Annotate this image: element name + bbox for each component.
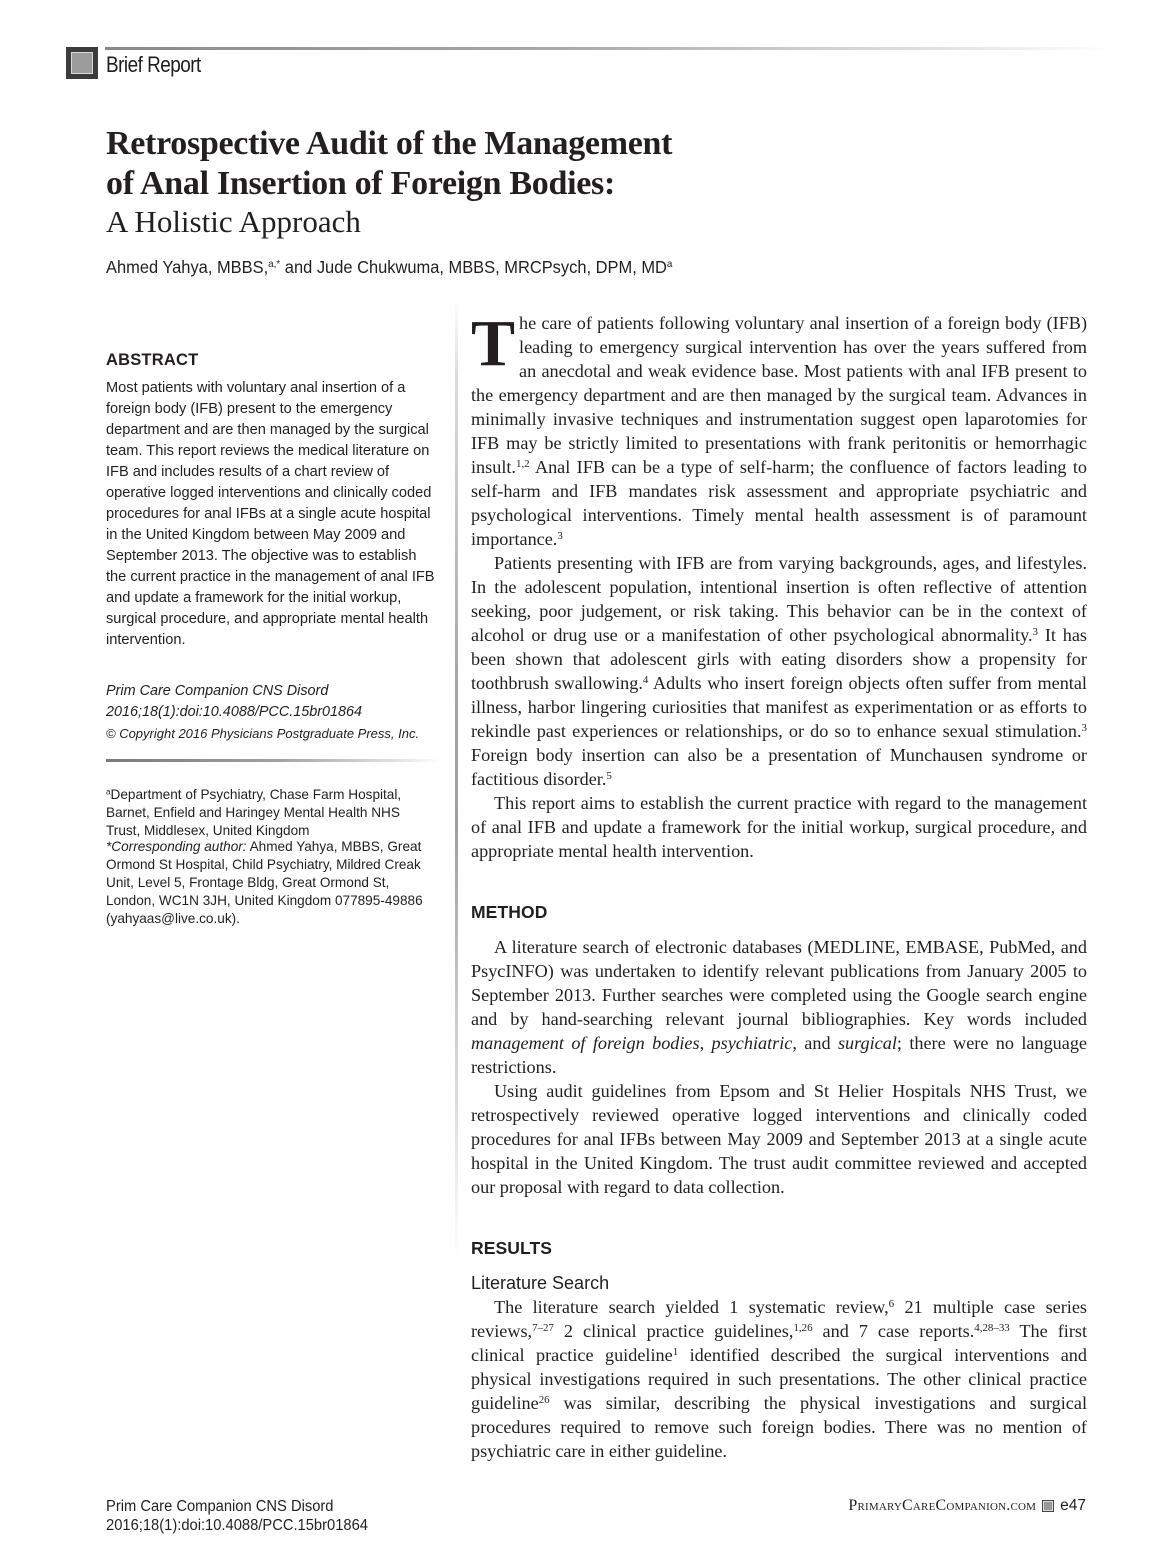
literature-search-subheading: Literature Search bbox=[471, 1273, 610, 1293]
reference-marker: 3 bbox=[1032, 626, 1038, 638]
author-connector: and bbox=[280, 257, 317, 277]
copyright-notice: © Copyright 2016 Physicians Postgraduate Press, Inc. bbox=[106, 726, 420, 741]
results-paragraph-1: The literature search yielded 1 systematic review,$^6$ 21 multiple case series reviews,$^{7-27}$ 2 clinical practice guidelines,$^{1,26}$ and 7 case reports.$^{4,28-33}$ The first clinical practice guideline$^1$ identified described the surgical interventions and physical investigations required in such presentations. The other clinical practice guideline$^{26}$ was similar, describing the physical investigations and surgical procedures required to remove such foreign bodies. There was no mention of psychiatric care in either guideline. bbox=[471, 1297, 1088, 1461]
citation-doi: 2016;18(1):doi:10.4088/PCC.15br01864 bbox=[106, 704, 363, 720]
author-2-affiliation: a bbox=[666, 258, 673, 271]
section-label: Brief Report bbox=[106, 52, 201, 77]
author-1-affiliation: a,* bbox=[268, 258, 281, 271]
intro-paragraph-1: The care of patients following voluntary anal insertion of a foreign body (IFB) leading to emergency surgical intervention has over the years suffered from an anecdotal and weak evidence base. Most patients with anal IFB present to the emergency department and are then managed by the surgical team. Advances in minimally invasive techniques and instrumentation suggest open laparotomies for IFB may be strictly limited to presentations with frank peritonitis or hemorrhagic insult.$^{1,2}$ Anal IFB can be a type of self-harm; the confluence of factors leading to self-harm and IFB mandates risk assessment and appropriate psychiatric and psychological interventions. Timely mental health assessment is of paramount importance.$^3$ bbox=[471, 307, 1087, 549]
footer-page-info bbox=[848, 1497, 1086, 1515]
footer-journal: Prim Care Companion CNS Disord bbox=[106, 1498, 334, 1515]
reference-marker: 1 bbox=[672, 1346, 679, 1358]
title-line-2: of Anal Insertion of Foreign Bodies: bbox=[106, 165, 615, 202]
citation-journal: Prim Care Companion CNS Disord bbox=[106, 683, 329, 699]
method-paragraph-2: Using audit guidelines from Epsom and St Helier Hospitals NHS Trust, we retrospectively reviewed operative logged interventions and clinically coded procedures for anal IFBs between May 2009 and September 2013 at a single acute hospital in the United Kingdom. The trust audit committee reviewed and accepted our proposal with regard to data collection. bbox=[471, 1081, 1087, 1197]
reference-marker: 1,2 bbox=[515, 458, 530, 470]
results-section bbox=[471, 1295, 1087, 1463]
reference-marker: 6 bbox=[888, 1298, 895, 1310]
introduction-section bbox=[471, 307, 1088, 863]
footer-doi: 2016;18(1):doi:10.4088/PCC.15br01864 bbox=[106, 1517, 368, 1534]
article-subtitle: A Holistic Approach bbox=[106, 204, 361, 239]
column-divider bbox=[455, 300, 458, 1260]
abstract-heading: ABSTRACT bbox=[106, 351, 199, 369]
intro-paragraph-2: Patients presenting with IFB are from varying backgrounds, ages, and lifestyles. In the adolescent population, intentional insertion is often reflective of attention seeking, poor judgement, or risk taking. This behavior can be in the context of alcohol or drug use or a manifestation of other psychological abnormality.$^3$ It has been shown that adolescent girls with eating disorders show a propensity for toothbrush swallowing.$^4$ Adults who insert foreign objects often suffer from mental illness, harbor lingering curiosities that manifest as experimentation or as efforts to rekindle past experiences or relationships, or do so to enhance sexual stimulation.$^3$ Foreign body insertion can also be a presentation of Munchausen syndrome or factitious disorder.$^5$ bbox=[471, 553, 1088, 789]
reference-marker: 7–27 bbox=[532, 1322, 554, 1334]
header-rule bbox=[105, 47, 1115, 50]
method-section bbox=[471, 935, 1087, 1199]
reference-marker: 4 bbox=[642, 674, 649, 686]
author-1: Ahmed Yahya, MBBS, bbox=[106, 257, 269, 277]
abstract-citation bbox=[106, 681, 436, 723]
left-column-rule bbox=[106, 759, 441, 762]
abstract-body: Most patients with voluntary anal insertion of a foreign body (IFB) present to the emergency department and are then managed by the surgical team. This report reviews the medical literature on IFB and includes results of a chart review of operative logged interventions and clinically coded procedures for anal IFBs at a single acute hospital in the United Kingdom between May 2009 and September 2013. The objective was to establish the current practice in the management of anal IFB and update a framework for the initial workup, surgical procedure, and appropriate mental health intervention. bbox=[106, 380, 435, 648]
reference-marker: 4,28–33 bbox=[974, 1322, 1010, 1334]
reference-marker: 3 bbox=[1081, 722, 1087, 734]
affiliation-marker: a bbox=[106, 787, 111, 797]
footer-citation bbox=[106, 1497, 368, 1535]
method-paragraph-1: A literature search of electronic databases (MEDLINE, EMBASE, PubMed, and PsycINFO) was undertaken to identify relevant publications from January 2005 to September 2013. Further searches were completed using the Google search engine and by hand-searching relevant journal bibliographies. Key words included management of foreign bodies, psychiatric, and surgical; there were no language restrictions. bbox=[471, 937, 1087, 1077]
footer-website-link[interactable]: PrimaryCareCompanion.com bbox=[848, 1497, 1037, 1514]
article-title bbox=[106, 124, 826, 204]
drop-cap: T bbox=[471, 307, 516, 380]
corresponding-author-note bbox=[106, 838, 436, 928]
author-list bbox=[106, 257, 672, 278]
section-square-icon bbox=[66, 47, 98, 79]
square-bullet-icon bbox=[1042, 1500, 1054, 1512]
corresponding-author-label: *Corresponding author: bbox=[106, 839, 247, 854]
reference-marker: 5 bbox=[606, 770, 612, 782]
page-number: e47 bbox=[1060, 1497, 1086, 1514]
intro-paragraph-3: This report aims to establish the current practice with regard to the management of anal IFB and update a framework for the initial workup, surgical procedure, and appropriate mental health intervention. bbox=[471, 793, 1087, 861]
author-2: Jude Chukwuma, MBBS, MRCPsych, DPM, MD bbox=[316, 257, 667, 277]
corresponding-author-text: Ahmed Yahya, MBBS, Great Ormond St Hospital, Child Psychiatry, Mildred Creak Unit, Level 5, Frontage Bldg, Great Ormond St, London, WC1N 3JH, United Kingdom 077895-49886 (yahyaas@live.co.uk). bbox=[106, 839, 423, 926]
title-line-1: Retrospective Audit of the Management bbox=[106, 125, 673, 162]
reference-marker: 26 bbox=[538, 1394, 550, 1406]
affiliation-note bbox=[106, 786, 436, 840]
results-heading: RESULTS bbox=[471, 1238, 553, 1258]
reference-marker: 1,26 bbox=[793, 1322, 813, 1334]
reference-marker: 3 bbox=[557, 530, 563, 542]
method-heading: METHOD bbox=[471, 902, 548, 922]
affiliation-text: Department of Psychiatry, Chase Farm Hospital, Barnet, Enfield and Haringey Mental Health NHS Trust, Middlesex, United Kingdom bbox=[106, 787, 402, 838]
